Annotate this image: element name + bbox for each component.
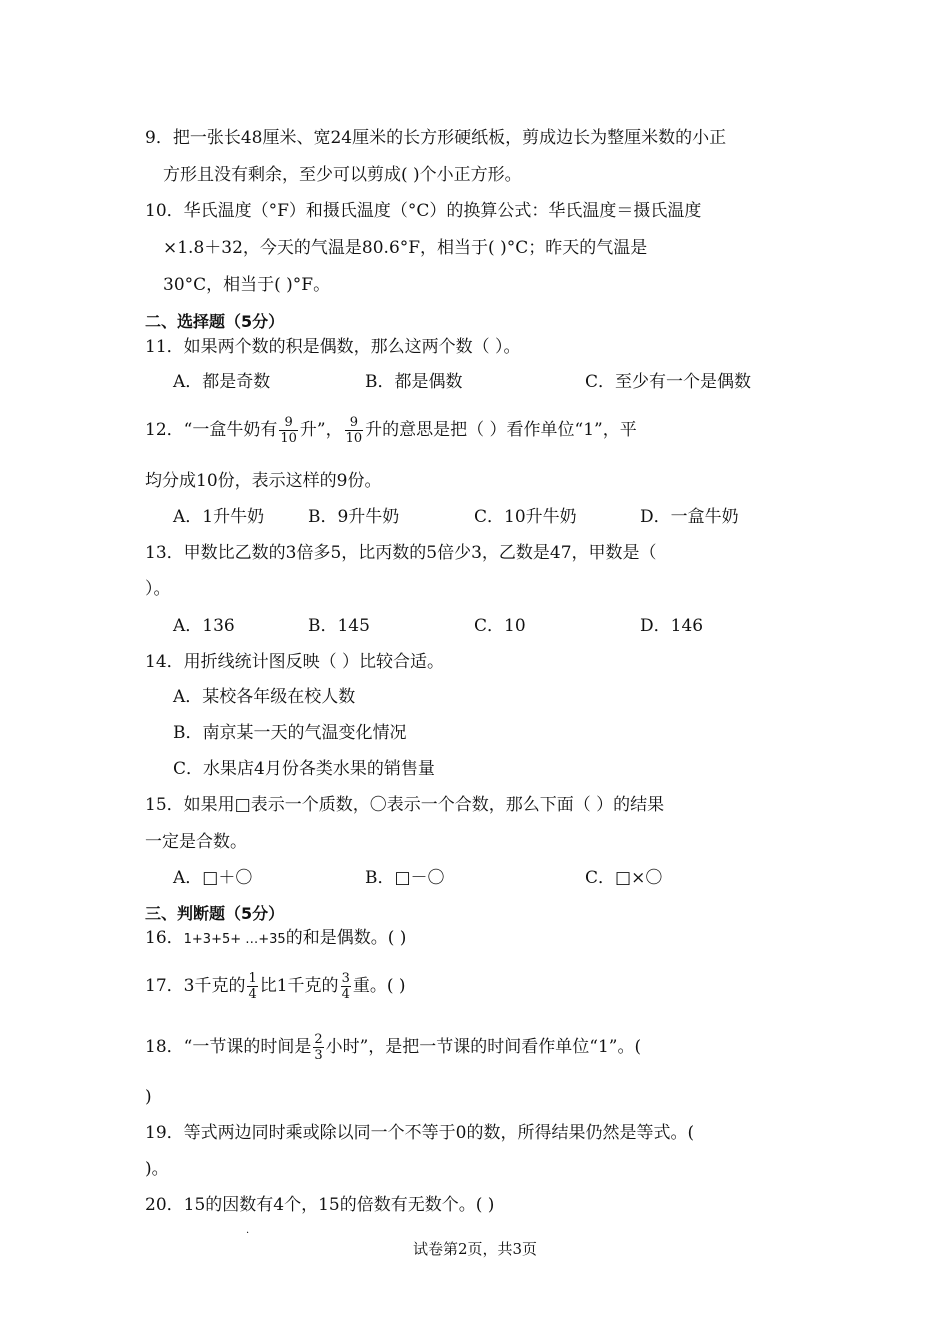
q11-option-a: A．都是奇数: [173, 372, 271, 392]
q16-expression: 1+3+5+ …+35: [183, 932, 286, 947]
q19-line2: )。: [145, 1159, 169, 1179]
q17-frac1-num: 1: [248, 971, 257, 986]
q17-part2: 比1千克的: [259, 976, 339, 996]
q14-option-b: B．南京某一天的气温变化情况: [173, 723, 407, 743]
q17-line: [145, 966, 406, 1006]
q11-option-b: B．都是偶数: [365, 372, 463, 392]
q12-frac1-num: 9: [279, 415, 298, 431]
stray-mark: ·: [246, 1228, 250, 1239]
q16-line: [145, 926, 406, 952]
q15-line1: 15．如果用□表示一个质数，〇表示一个合数，那么下面（ ）的结果: [145, 795, 665, 815]
q10-line2: ×1.8＋32，今天的气温是80.6°F，相当于( )°C；昨天的气温是: [163, 238, 648, 258]
q20-line1: 20．15的因数有4个，15的倍数有无数个。( ): [145, 1195, 495, 1215]
q18-frac-num: 2: [314, 1032, 323, 1047]
q10-line3: 30°C，相当于( )°F。: [163, 275, 331, 295]
q16-suffix: 的和是偶数。( ): [285, 928, 407, 948]
q17-part1: 17．3千克的: [145, 976, 246, 996]
q16-prefix: 16．: [145, 928, 184, 948]
q13-line2: ）。: [145, 579, 171, 599]
q17-frac2-num: 3: [341, 971, 350, 986]
q17-part3: 重。( ): [352, 976, 406, 996]
q17-fraction-1: [247, 971, 257, 1002]
q17-fraction-2: [341, 971, 351, 1002]
q15-option-b: B．□－〇: [365, 868, 445, 888]
q13-line1: 13．甲数比乙数的3倍多5，比丙数的5倍少3，乙数是47，甲数是（: [145, 543, 657, 563]
section2-title: 二、选择题（5分）: [145, 312, 285, 331]
q9-line1: 9．把一张长48厘米、宽24厘米的长方形硬纸板，剪成边长为整厘米数的小正: [145, 128, 727, 148]
q18-line1: [145, 1027, 641, 1067]
q15-option-c: C．□×〇: [585, 868, 663, 888]
q12-part2: 升”，: [299, 420, 343, 440]
q19-line1: 19．等式两边同时乘或除以同一个不等于0的数，所得结果仍然是等式。(: [145, 1123, 695, 1143]
q15-option-a: A．□＋〇: [173, 868, 253, 888]
q12-option-a: A．1升牛奶: [173, 507, 265, 527]
q12-fraction-1: [279, 415, 298, 446]
q12-fraction-2: [345, 415, 364, 446]
q14-option-c: C．水果店4月份各类水果的销售量: [173, 759, 435, 779]
q14-option-a: A．某校各年级在校人数: [173, 687, 356, 707]
q18-part2: 小时”，是把一节课的时间看作单位“1”。(: [325, 1037, 642, 1057]
q14-stem: 14．用折线统计图反映（ ）比较合适。: [145, 652, 445, 672]
q11-stem: 11．如果两个数的积是偶数，那么这两个数（ ）。: [145, 337, 521, 357]
q12-frac2-num: 9: [345, 415, 364, 431]
q12-part3: 升的意思是把（ ）看作单位“1”，平: [365, 420, 637, 440]
q18-line2: ): [145, 1087, 152, 1107]
q15-line2: 一定是合数。: [145, 832, 247, 852]
q10-line1: 10．华氏温度（°F）和摄氏温度（°C）的换算公式：华氏温度＝摄氏温度: [145, 201, 702, 221]
q12-line1: [145, 410, 637, 450]
q17-frac2-den: 4: [341, 987, 350, 1002]
q18-part1: 18．“一节课的时间是: [145, 1037, 312, 1057]
q13-option-d: D．146: [640, 616, 704, 636]
q13-option-b: B．145: [308, 616, 370, 636]
q11-option-c: C．至少有一个是偶数: [585, 372, 752, 392]
q13-option-c: C．10: [474, 616, 526, 636]
q12-option-c: C．10升牛奶: [474, 507, 577, 527]
q9-line2: 方形且没有剩余，至少可以剪成( )个小正方形。: [163, 165, 522, 185]
q12-frac2-den: 10: [345, 431, 363, 446]
q12-frac1-den: 10: [280, 431, 297, 446]
q12-part1: 12．“一盒牛奶有: [145, 420, 278, 440]
q12-option-d: D．一盒牛奶: [640, 507, 739, 527]
section3-title: 三、判断题（5分）: [145, 904, 285, 923]
page-footer: 试卷第2页，共3页: [412, 1240, 538, 1258]
q13-option-a: A．136: [173, 616, 235, 636]
q17-frac1-den: 4: [248, 987, 257, 1002]
q12-line2: 均分成10份，表示这样的9份。: [145, 471, 382, 491]
q18-fraction: [313, 1032, 323, 1063]
q18-frac-den: 3: [314, 1048, 323, 1063]
q12-option-b: B．9升牛奶: [308, 507, 400, 527]
